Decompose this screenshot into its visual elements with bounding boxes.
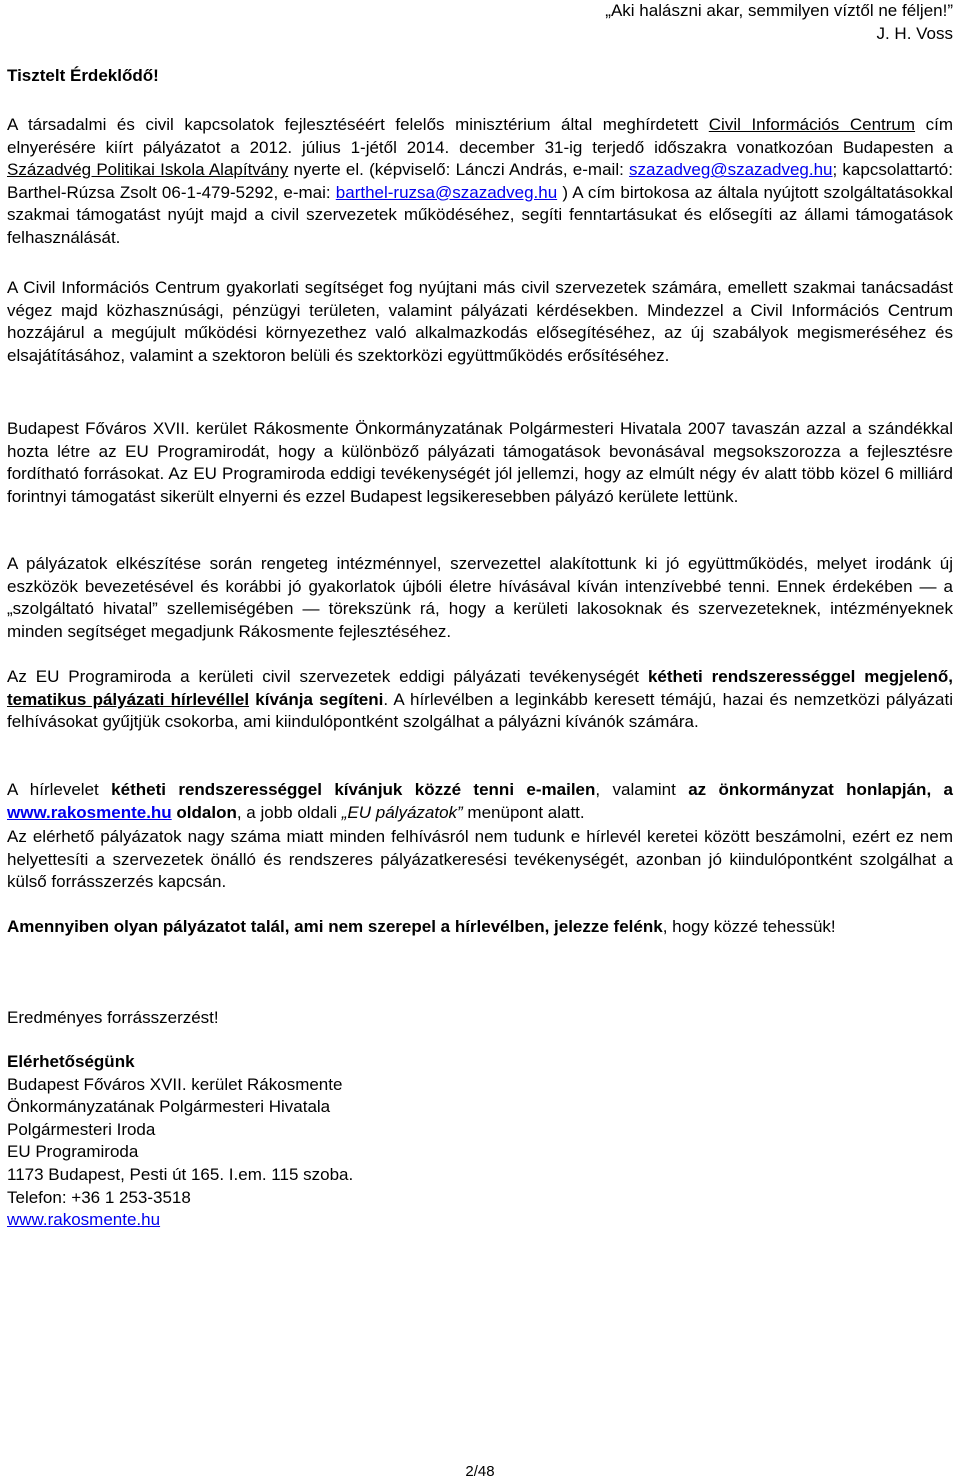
- paragraph-newsletter: [7, 666, 953, 734]
- salutation: Tisztelt Érdeklődő!: [7, 66, 159, 85]
- text: , valamint: [595, 780, 689, 799]
- epigraph-text: „Aki halászni akar, semmilyen víztől ne féljen!”: [605, 1, 953, 20]
- epigraph: [605, 0, 953, 45]
- text: ; kapcsolattartó: Barthel-Rúzsa Zsolt 06-1-479-5292, e-mai:: [7, 160, 953, 202]
- contact-block: [7, 1051, 953, 1232]
- text: menüpont alatt.: [462, 802, 585, 822]
- paragraph-eu-programiroda: Budapest Főváros XVII. kerület Rákosmente Önkormányzatának Polgármesteri Hivatala 2007 tavaszán azzal a szándékkal hozta létre az EU Programirodát, hogy a különböző pályázati támogatások bevonásával megsokszorozza a fejlesztésre fordítható forrásokat. Az EU Programiroda eddigi tevékenységét jól jellemzi, hogy az elmúlt négy év alatt több közel 6 milliárd forintnyi támogatást sikerült elnyerni és ezzel Budapest legsikeresebben pályázó kerülete lettünk.: [7, 419, 953, 506]
- contact-address: 1173 Budapest, Pesti út 165. I.em. 115 szoba.: [7, 1164, 354, 1184]
- bold-underlined-text: tematikus pályázati hírlevéllel: [7, 689, 250, 709]
- contact-line: Polgármesteri Iroda: [7, 1119, 156, 1139]
- paragraph-cic-services: A Civil Információs Centrum gyakorlati segítséget fog nyújtani más civil szervezetek számára, emellett szakmai tanácsadást végez majd közhasznúsági, pénzügyi területen, valamint pályázati kérdésekben. Mindezzel a Civil Információs Centrum hozzájárul a megújult működési környezethez való alkalmazkodás elősegítéséhez, az új szabályok megismeréséhez és elsajátításához, valamint a szektoron belüli és szektorközi együttműködés erősítéséhez.: [7, 278, 953, 365]
- link-civil-informacios-centrum[interactable]: Civil Információs Centrum: [708, 115, 916, 134]
- bold-text: oldalon: [171, 802, 237, 822]
- contact-line: Önkormányzatának Polgármesteri Hivatala: [7, 1097, 331, 1117]
- text: nyerte el. (képviselő: Lánczi András, e-mail:: [288, 160, 630, 180]
- bold-text: kívánja segíteni: [249, 689, 384, 709]
- text: A társadalmi és civil kapcsolatok fejlesztéséért felelős minisztérium által meghírdetett: [7, 115, 709, 134]
- text: cím elnyerésére kiírt pályázatot a 2012. július 1-jétől 2014. december 31-ig terjedő időszakra vonatkozóan Budapesten a: [7, 115, 954, 157]
- epigraph-author: J. H. Voss: [876, 23, 953, 43]
- email-link-szazadveg[interactable]: szazadveg@szazadveg.hu: [629, 160, 833, 180]
- contact-heading: Elérhetőségünk: [7, 1052, 135, 1071]
- paragraph-limitations: Az elérhető pályázatok nagy száma miatt minden felhívásról nem tudunk e hírlevél keretei között beszámolni, ezért ez nem helyettesíti a szervezetek önálló és rendszeres pályázatkeresési tevékenységét, azonban jó kiindulópontként szolgálhat a külső forrásszerzés kapcsán.: [7, 827, 953, 892]
- text: Az EU Programiroda a kerületi civil szervezetek eddigi pályázati tevékenységét: [7, 667, 648, 686]
- contact-line: Budapest Főváros XVII. kerület Rákosmente: [7, 1074, 343, 1094]
- text: . A hírlevélben a leginkább keresett témájú, hazai és nemzetközi pályázati felhívásokat gyűjtjük csokorba, ami kiindulópontként szolgálhat a pályázni kívánók számára.: [7, 689, 953, 732]
- bold-text: kétheti rendszerességgel kívánjuk közzé tenni e-mailen: [111, 780, 596, 799]
- italic-text: „EU pályázatok”: [341, 802, 463, 822]
- page-number: 2/48: [465, 1463, 495, 1480]
- email-link-barthel[interactable]: barthel-ruzsa@szazadveg.hu: [335, 182, 558, 202]
- paragraph-newsletter-publishing: [7, 779, 953, 824]
- text: , hogy közzé tehessük!: [662, 917, 836, 936]
- paragraph-cic-intro: [7, 114, 953, 250]
- document-page: [7, 0, 953, 1484]
- text: A hírlevelet: [7, 780, 112, 799]
- contact-website-link[interactable]: www.rakosmente.hu: [7, 1210, 161, 1230]
- text: , a jobb oldali: [236, 802, 342, 822]
- bold-text: az önkormányzat honlapján, a: [688, 780, 954, 799]
- paragraph-call-to-action: [7, 916, 953, 939]
- bold-text: Amennyiben olyan pályázatot talál, ami nem szerepel a hírlevélben, jelezze felénk: [7, 917, 663, 936]
- contact-phone: Telefon: +36 1 253-3518: [7, 1187, 191, 1207]
- paragraph-cooperation: A pályázatok elkészítése során rengeteg intézménnyel, szervezettel alakítottunk ki jó együttműködés, melyet irodánk új eszközök bevezetésével és korábbi jó gyakorlatok újbóli életre hívásával kíván intenzívebbé tenni. Ennek érdekében — a „szolgáltató hivatal” szellemiségében — törekszünk rá, hogy a kerületi lakosoknak és szervezeteknek, intézményeknek minden segítséget megadjunk Rákosmente fejlesztéséhez.: [7, 554, 953, 641]
- closing-line: Eredményes forrásszerzést!: [7, 1008, 219, 1027]
- contact-line: EU Programiroda: [7, 1142, 139, 1162]
- bold-text: kétheti rendszerességgel megjelenő,: [647, 667, 954, 686]
- link-szazadveg[interactable]: Századvég Politikai Iskola Alapítvány: [7, 160, 289, 180]
- text: ) A cím birtokosa az általa nyújtott szolgáltatásokkal szakmai támogatást nyújt majd a civil szervezetek működéséhez, segíti fenntartásukat és elősegíti az állami támogatások felhasználását.: [7, 182, 953, 247]
- website-link[interactable]: www.rakosmente.hu: [7, 802, 172, 822]
